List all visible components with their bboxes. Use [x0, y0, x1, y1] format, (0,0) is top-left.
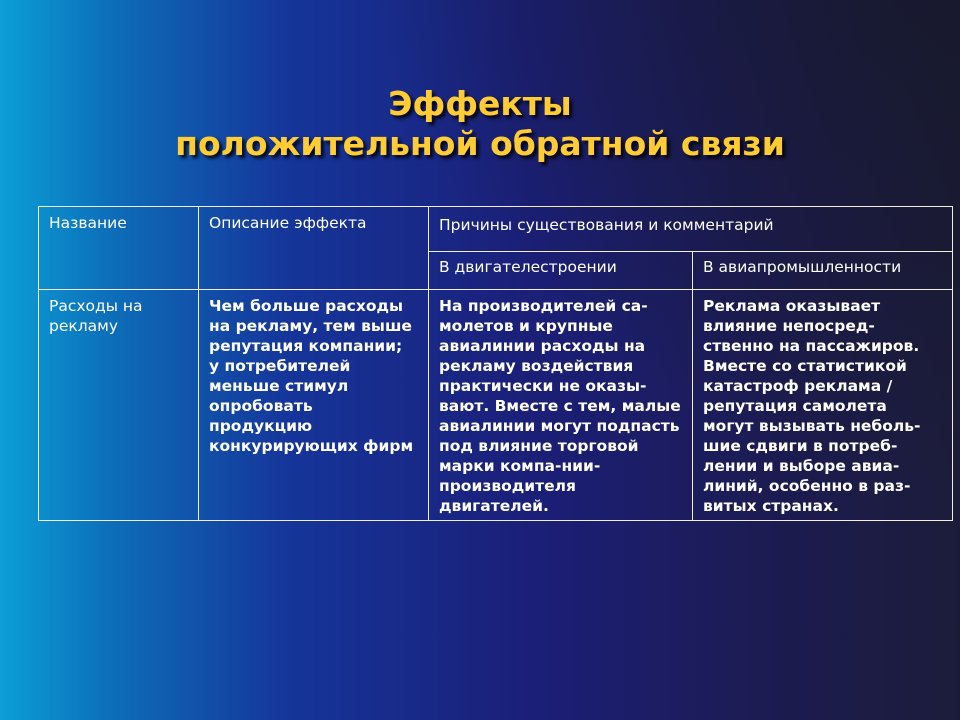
effects-table — [38, 206, 953, 521]
row-aircraft-industry-cell: Реклама оказывает влияние непосред-ственно на пассажиров. Вместе со статистикой катастроф реклама / репутация самолета могут вызывать неболь-шие сдвиги в потреб-лении и выборе авиа-линий, особенно в раз-витых странах. — [693, 290, 953, 521]
table-header-row — [39, 207, 953, 252]
row-name-cell: Расходы на рекламу — [39, 290, 199, 521]
table-row — [39, 290, 953, 521]
header-name: Название — [39, 207, 199, 290]
header-engine-building: В двигателестроении — [429, 252, 693, 290]
row-description-cell: Чем больше расходы на рекламу, тем выше репутация компании; у потребителей меньше стимул опробовать продукцию конкурирующих фирм — [199, 290, 429, 521]
slide-title-line-1: Эффекты — [388, 84, 572, 123]
header-description: Описание эффекта — [199, 207, 429, 290]
slide-title — [0, 84, 960, 164]
row-engine-building-cell: На производителей са-молетов и крупные авиалинии расходы на рекламу воздействия практически не оказы-вают. Вместе с тем, малые авиалинии могут подпасть под влияние торговой марки компа-нии-производителя двигателей. — [429, 290, 693, 521]
header-aircraft-industry: В авиапромышленности — [693, 252, 953, 290]
slide-title-line-2: положительной обратной связи — [175, 124, 785, 163]
header-reasons: Причины существования и комментарий — [429, 207, 953, 252]
